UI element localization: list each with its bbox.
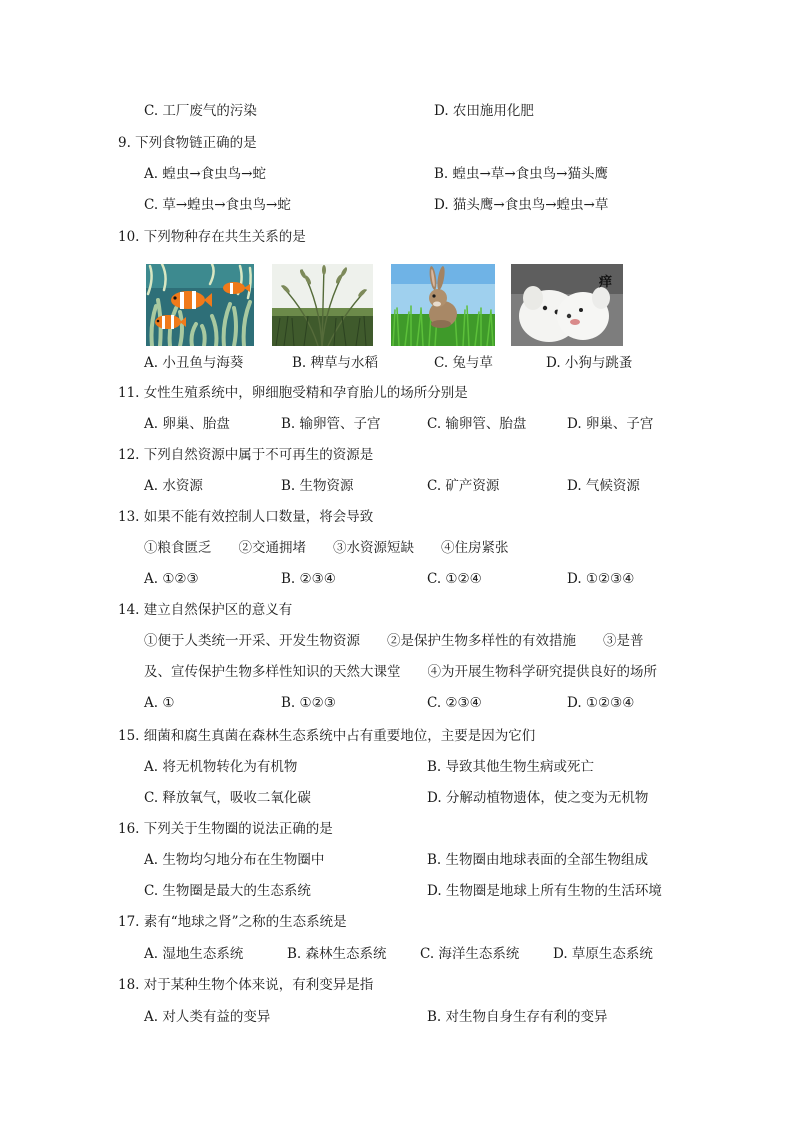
q17-option-b: B. 森林生态系统 (287, 946, 387, 962)
q12-option-d: D. 气候资源 (567, 478, 640, 494)
q8-option-d: D. 农田施用化肥 (434, 103, 534, 119)
q14-option-c: C. ②③④ (427, 695, 482, 711)
q10-stem: 10. 下列物种存在共生关系的是 (118, 229, 306, 245)
q10-option-b: B. 稗草与水稻 (292, 355, 379, 371)
q15-option-a: A. 将无机物转化为有机物 (144, 759, 298, 775)
q12-stem: 12. 下列自然资源中属于不可再生的资源是 (118, 447, 374, 463)
q14-stem: 14. 建立自然保护区的意义有 (118, 602, 293, 618)
q9-option-d: D. 猫头鹰→食虫鸟→蝗虫→草 (434, 197, 609, 213)
clownfish-anemone-image (146, 264, 254, 346)
q10-option-d: D. 小狗与跳蚤 (546, 355, 633, 371)
q15-option-c: C. 释放氧气，吸收二氧化碳 (144, 790, 311, 806)
q15-stem: 15. 细菌和腐生真菌在森林生态系统中占有重要地位，主要是因为它们 (118, 728, 536, 744)
q16-stem: 16. 下列关于生物圈的说法正确的是 (118, 821, 333, 837)
q11-option-c: C. 输卵管、胎盘 (427, 416, 527, 432)
q14-option-a: A. ① (144, 695, 175, 711)
q10-option-a: A. 小丑鱼与海葵 (144, 355, 244, 371)
q15-option-b: B. 导致其他生物生病或死亡 (427, 759, 595, 775)
q11-option-b: B. 输卵管、子宫 (281, 416, 381, 432)
q12-option-b: B. 生物资源 (281, 478, 354, 494)
q16-option-d: D. 生物圈是地球上所有生物的生活环境 (427, 883, 662, 899)
q13-option-c: C. ①②④ (427, 571, 482, 587)
q13-option-a: A. ①②③ (144, 571, 199, 587)
q17-stem: 17. 素有“地球之肾”之称的生态系统是 (118, 914, 347, 930)
q13-option-b: B. ②③④ (281, 571, 336, 587)
q17-option-a: A. 湿地生态系统 (144, 946, 244, 962)
rabbit-grass-image (391, 264, 495, 346)
q16-option-b: B. 生物圈由地球表面的全部生物组成 (427, 852, 649, 868)
q16-option-a: A. 生物均匀地分布在生物圈中 (144, 852, 325, 868)
q14-option-b: B. ①②③ (281, 695, 336, 711)
q11-option-d: D. 卵巢、子宫 (567, 416, 654, 432)
q11-option-a: A. 卵巢、胎盘 (144, 416, 230, 432)
q16-option-c: C. 生物圈是最大的生态系统 (144, 883, 311, 899)
q13-stem: 13. 如果不能有效控制人口数量，将会导致 (118, 509, 374, 525)
q18-option-a: A. 对人类有益的变异 (144, 1009, 271, 1025)
q11-stem: 11. 女性生殖系统中，卵细胞受精和孕育胎儿的场所分别是 (118, 385, 468, 401)
q9-option-c: C. 草→蝗虫→食虫鸟→蛇 (144, 197, 291, 213)
q9-option-b: B. 蝗虫→草→食虫鸟→猫头鹰 (434, 166, 608, 182)
q12-option-c: C. 矿产资源 (427, 478, 500, 494)
q13-option-d: D. ①②③④ (567, 571, 635, 587)
q14-option-d: D. ①②③④ (567, 695, 635, 711)
q10-option-c: C. 兔与草 (434, 355, 493, 371)
barnyard-grass-rice-image (272, 264, 373, 346)
q15-option-d: D. 分解动植物遗体，使之变为无机物 (427, 790, 649, 806)
q8-option-c: C. 工厂废气的污染 (144, 103, 257, 119)
q18-option-b: B. 对生物自身生存有利的变异 (427, 1009, 608, 1025)
q9-option-a: A. 蝗虫→食虫鸟→蛇 (144, 166, 266, 182)
q18-stem: 18. 对于某种生物个体来说，有利变异是指 (118, 977, 374, 993)
q14-items-line2: 及、宣传保护生物多样性知识的天然大课堂 ④为开展生物科学研究提供良好的场所 (144, 664, 657, 680)
q12-option-a: A. 水资源 (144, 478, 203, 494)
q9-stem: 9. 下列食物链正确的是 (118, 135, 257, 151)
q17-option-d: D. 草原生态系统 (553, 946, 653, 962)
q14-items-line1: ①便于人类统一开采、开发生物资源 ②是保护生物多样性的有效措施 ③是普 (144, 633, 644, 649)
q17-option-c: C. 海洋生态系统 (420, 946, 520, 962)
q13-items: ①粮食匮乏 ②交通拥堵 ③水资源短缺 ④住房紧张 (144, 540, 509, 556)
puppies-image-label: 痒 (599, 275, 613, 290)
